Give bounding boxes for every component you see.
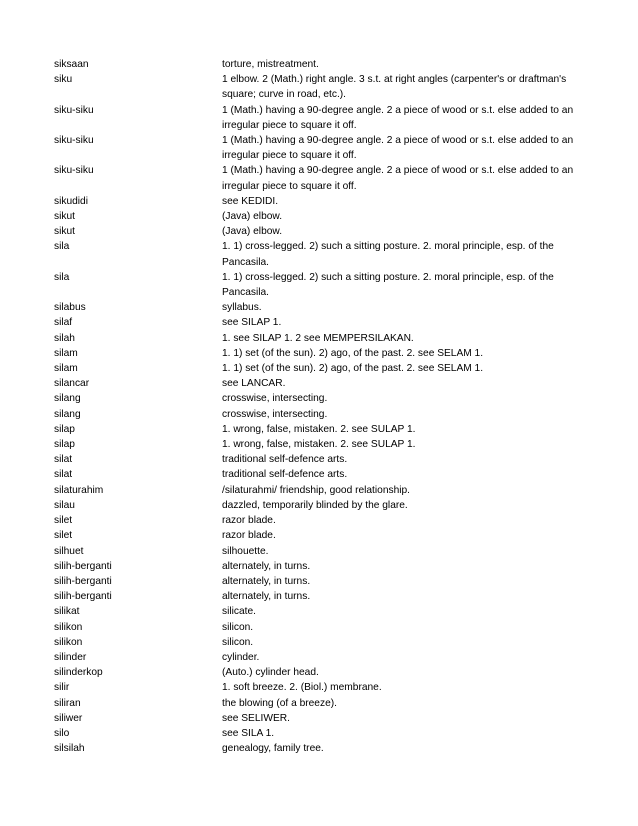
entry-term: silih-berganti <box>54 591 112 603</box>
dictionary-entry-row <box>54 604 584 619</box>
entry-term: silang <box>54 393 81 405</box>
entry-term: silaturahim <box>54 484 104 496</box>
dictionary-entry-row <box>54 437 584 452</box>
entry-term: silang <box>54 408 81 420</box>
dictionary-entry-row <box>54 559 584 574</box>
entry-term: silat <box>54 469 73 481</box>
entry-definition: 1. 1) cross-legged. 2) such a sitting posture. 2. moral principle, esp. of the Pancasila. <box>222 241 554 268</box>
entry-term: sila <box>54 271 70 283</box>
entry-term: silat <box>54 454 73 466</box>
entry-definition: razor blade. <box>222 530 276 542</box>
entry-definition: (Java) elbow. <box>222 211 283 223</box>
entry-definition: see SILA 1. <box>222 727 275 739</box>
entry-definition: 1. wrong, false, mistaken. 2. see SULAP 1. <box>222 423 416 435</box>
entry-definition: 1 (Math.) having a 90-degree angle. 2 a piece of wood or s.t. else added to an irregular piece to square it off. <box>222 104 574 131</box>
entry-term: siku-siku <box>54 165 94 177</box>
entry-term: silih-berganti <box>54 560 112 572</box>
entry-definition: silicate. <box>222 606 256 618</box>
entry-definition: traditional self-defence arts. <box>222 454 348 466</box>
dictionary-entry-row <box>54 346 584 361</box>
dictionary-entry-row <box>54 635 584 650</box>
entry-term: silir <box>54 682 70 694</box>
entry-term: silhuet <box>54 545 84 557</box>
dictionary-entry-row <box>54 209 584 224</box>
entry-term: siliwer <box>54 712 83 724</box>
entry-term: silap <box>54 439 75 451</box>
dictionary-entry-row <box>54 103 584 133</box>
entry-term: silo <box>54 727 70 739</box>
dictionary-entry-row <box>54 57 584 72</box>
entry-definition: 1. wrong, false, mistaken. 2. see SULAP 1. <box>222 439 416 451</box>
entry-definition: see KEDIDI. <box>222 195 279 207</box>
entry-definition: silicon. <box>222 636 254 648</box>
entry-definition: silicon. <box>222 621 254 633</box>
entry-definition: torture, mistreatment. <box>222 59 319 70</box>
entry-definition: crosswise, intersecting. <box>222 408 328 420</box>
entry-definition: see SELIWER. <box>222 712 290 724</box>
dictionary-entry-row <box>54 376 584 391</box>
entry-definition: 1 (Math.) having a 90-degree angle. 2 a piece of wood or s.t. else added to an irregular piece to square it off. <box>222 135 574 162</box>
entry-term: siksaan <box>54 59 89 70</box>
entry-definition: alternately, in turns. <box>222 560 311 572</box>
entry-term: silau <box>54 499 75 511</box>
dictionary-entry-row <box>54 452 584 467</box>
dictionary-entry-row <box>54 741 584 756</box>
dictionary-entry-row <box>54 680 584 695</box>
dictionary-entry-row <box>54 528 584 543</box>
entry-definition: crosswise, intersecting. <box>222 393 328 405</box>
entry-term: silet <box>54 515 73 527</box>
entry-definition: 1. see SILAP 1. 2 see MEMPERSILAKAN. <box>222 332 414 344</box>
dictionary-entry-row <box>54 467 584 482</box>
entry-term: silam <box>54 363 78 375</box>
dictionary-entry-row <box>54 361 584 376</box>
entry-term: silet <box>54 530 73 542</box>
entry-definition: see LANCAR. <box>222 378 286 390</box>
dictionary-entry-row <box>54 224 584 239</box>
dictionary-entry-row <box>54 270 584 300</box>
entry-term: silikon <box>54 636 83 648</box>
dictionary-entry-row <box>54 711 584 726</box>
entry-term: silih-berganti <box>54 575 112 587</box>
entry-term: siliran <box>54 697 81 709</box>
entry-term: siku-siku <box>54 104 94 116</box>
dictionary-entry-row <box>54 574 584 589</box>
entry-definition: traditional self-defence arts. <box>222 469 348 481</box>
dictionary-entry-row <box>54 620 584 635</box>
entry-definition: syllabus. <box>222 302 262 314</box>
entry-definition: alternately, in turns. <box>222 575 311 587</box>
dictionary-entry-row <box>54 315 584 330</box>
dictionary-entry-row <box>54 544 584 559</box>
entry-definition: 1 elbow. 2 (Math.) right angle. 3 s.t. at right angles (carpenter's or draftman's square; curve in road, etc.). <box>222 74 567 101</box>
dictionary-entry-row <box>54 72 584 102</box>
dictionary-entry-row <box>54 391 584 406</box>
entry-definition: razor blade. <box>222 515 276 527</box>
dictionary-entry-row <box>54 407 584 422</box>
dictionary-entry-row <box>54 163 584 193</box>
entry-definition: alternately, in turns. <box>222 591 311 603</box>
dictionary-entry-row <box>54 513 584 528</box>
dictionary-entry-row <box>54 483 584 498</box>
entry-term: silinder <box>54 651 87 663</box>
dictionary-entry-row <box>54 650 584 665</box>
entry-term: sila <box>54 241 70 253</box>
entry-term: siku-siku <box>54 135 94 147</box>
dictionary-entry-row <box>54 665 584 680</box>
entry-definition: 1. 1) set (of the sun). 2) ago, of the past. 2. see SELAM 1. <box>222 363 484 375</box>
dictionary-entry-row <box>54 331 584 346</box>
entry-term: silam <box>54 347 78 359</box>
entry-definition: the blowing (of a breeze). <box>222 697 337 709</box>
dictionary-entry-row <box>54 133 584 163</box>
dictionary-entry-row <box>54 696 584 711</box>
entry-term: silancar <box>54 378 90 390</box>
dictionary-entry-row <box>54 239 584 269</box>
entry-term: silah <box>54 332 75 344</box>
entry-definition: (Auto.) cylinder head. <box>222 667 319 679</box>
entry-term: silaf <box>54 317 73 329</box>
entry-term: sikut <box>54 226 75 238</box>
entry-term: silikon <box>54 621 83 633</box>
entry-definition: see SILAP 1. <box>222 317 282 329</box>
entry-term: silsilah <box>54 743 85 755</box>
dictionary-entry-row <box>54 726 584 741</box>
dictionary-entry-row <box>54 498 584 513</box>
entry-definition: 1. 1) cross-legged. 2) such a sitting posture. 2. moral principle, esp. of the Pancasila. <box>222 271 554 299</box>
entry-term: silikat <box>54 606 80 618</box>
entry-term: siku <box>54 74 73 86</box>
entry-definition: 1. soft breeze. 2. (Biol.) membrane. <box>222 682 382 694</box>
entry-definition: /silaturahmi/ friendship, good relationship. <box>222 484 411 496</box>
entry-term: silinderkop <box>54 667 103 679</box>
entry-definition: silhouette. <box>222 545 269 557</box>
entry-term: sikudidi <box>54 195 88 207</box>
entry-term: sikut <box>54 211 75 223</box>
entry-definition: 1 (Math.) having a 90-degree angle. 2 a piece of wood or s.t. else added to an irregular piece to square it off. <box>222 165 574 192</box>
entry-term: silabus <box>54 302 86 314</box>
entry-definition: cylinder. <box>222 651 260 663</box>
entry-term: silap <box>54 423 75 435</box>
dictionary-entry-row <box>54 194 584 209</box>
entry-definition: genealogy, family tree. <box>222 743 324 755</box>
entry-definition: dazzled, temporarily blinded by the glare. <box>222 499 408 511</box>
dictionary-entry-row <box>54 589 584 604</box>
entry-definition: 1. 1) set (of the sun). 2) ago, of the past. 2. see SELAM 1. <box>222 347 484 359</box>
entry-definition: (Java) elbow. <box>222 226 283 238</box>
dictionary-entry-row <box>54 422 584 437</box>
dictionary-entries <box>54 57 584 756</box>
dictionary-entry-row <box>54 300 584 315</box>
